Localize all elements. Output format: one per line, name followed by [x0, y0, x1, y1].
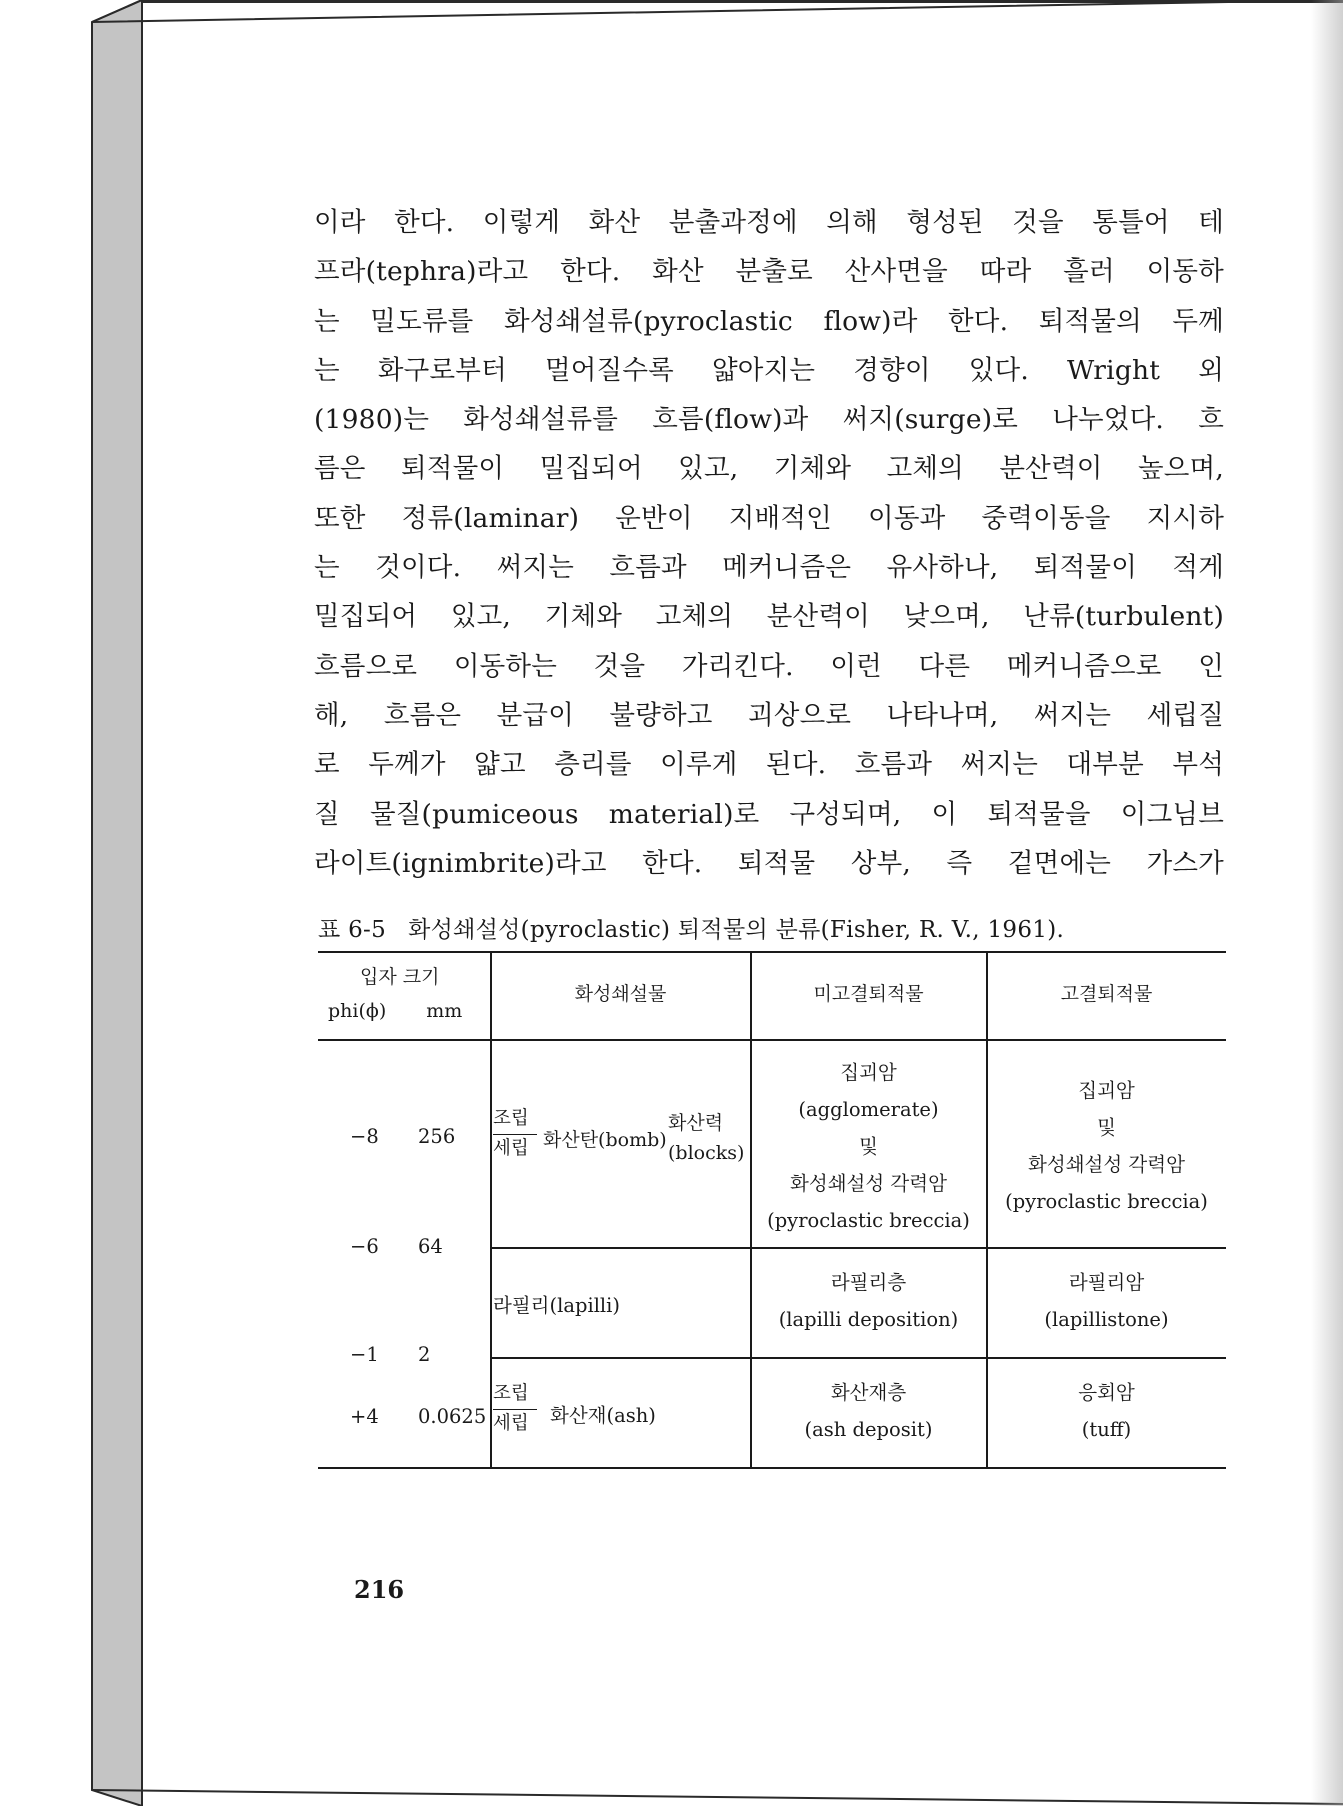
header-size: [318, 960, 490, 1028]
header-consolidated-label: 고결퇴적물: [1060, 983, 1153, 1005]
cell-line: 화산재층: [830, 1381, 907, 1404]
cell-line: 화성쇄설성 각력암: [1028, 1153, 1185, 1176]
row-divider: [491, 1357, 1226, 1359]
row-divider: [491, 1247, 1226, 1249]
text-line: 라이트(ignimbrite)라고 한다. 퇴적물 상부, 즉 겉면에는 가스가: [314, 847, 1224, 879]
table-caption: [318, 911, 1228, 944]
mm-value: 2: [418, 1343, 431, 1366]
table-bottom-rule: [318, 1467, 1226, 1469]
text-line: 프라(tephra)라고 한다. 화산 분출로 산사면을 따라 흘러 이동하: [314, 256, 1224, 288]
body-paragraph: [314, 198, 1224, 888]
table-number: 표 6-5: [318, 917, 387, 943]
clast-blocks-en: (blocks): [668, 1142, 745, 1164]
header-pyroclast-label: 화성쇄설물: [574, 983, 667, 1005]
cell-line: (ash deposit): [804, 1418, 933, 1441]
table-top-rule: [318, 951, 1226, 953]
cell-line: (lapillistone): [1044, 1308, 1169, 1331]
text-line: 또한 정류(laminar) 운반이 지배적인 이동과 중력이동을 지시하: [314, 502, 1224, 534]
cell-line: 집괴암: [840, 1061, 897, 1084]
cell-line: 집괴암: [1078, 1079, 1135, 1102]
fine-label: 세립: [493, 1413, 529, 1434]
header-size-label: 입자 크기: [360, 966, 440, 988]
cell-line: 및: [1097, 1116, 1116, 1139]
grain-fraction: [493, 1382, 537, 1436]
cell-line: 라필리암: [1068, 1271, 1145, 1294]
clast-ash: 화산재(ash): [550, 1404, 656, 1427]
header-bottom-rule: [318, 1039, 1226, 1041]
mm-value: 0.0625: [418, 1405, 487, 1428]
text-line: (1980)는 화성쇄설류를 흐름(flow)과 써지(surge)로 나누었다. 흐: [314, 404, 1224, 436]
unconsolidated-row3: [751, 1374, 986, 1448]
header-pyroclast: [491, 976, 750, 1013]
clast-bomb: 화산탄(bomb): [543, 1129, 667, 1151]
text-line: 질 물질(pumiceous material)로 구성되며, 이 퇴적물을 이그님브: [314, 798, 1224, 830]
header-unconsolidated-label: 미고결퇴적물: [813, 983, 924, 1005]
cell-line: 및: [859, 1135, 878, 1158]
phi-value: −8: [350, 1125, 379, 1148]
cell-line: (pyroclastic breccia): [767, 1209, 970, 1232]
text-line: 로 두께가 얇고 층리를 이루게 된다. 흐름과 써지는 대부분 부석: [314, 749, 1224, 781]
text-line: 밀집되어 있고, 기체와 고체의 분산력이 낮으며, 난류(turbulent): [314, 601, 1224, 633]
cell-line: (tuff): [1081, 1418, 1132, 1441]
classification-table: [318, 950, 1226, 1470]
phi-value: −1: [350, 1343, 379, 1366]
clast-blocks: [668, 1108, 744, 1168]
cell-line: 라필리층: [830, 1271, 907, 1294]
page-number: 216: [354, 1575, 405, 1604]
text-line: 해, 흐름은 분급이 불량하고 괴상으로 나타나며, 써지는 세립질: [314, 699, 1224, 731]
header-size-units: [318, 994, 490, 1028]
phi-value: −6: [350, 1235, 379, 1258]
fine-label: 세립: [493, 1138, 529, 1159]
header-consolidated: [987, 976, 1226, 1013]
text-line: 는 것이다. 써지는 흐름과 메커니즘은 유사하나, 퇴적물이 적게: [314, 552, 1224, 584]
clast-lapilli: 라필리(lapilli): [493, 1294, 621, 1317]
fraction-bar: [493, 1134, 537, 1135]
cell-line: (lapilli deposition): [778, 1308, 959, 1331]
header-mm: mm: [426, 1000, 463, 1022]
cell-line: 응회암: [1078, 1381, 1135, 1404]
text-line: 는 밀도류를 화성쇄설류(pyroclastic flow)라 한다. 퇴적물의 두께: [314, 305, 1224, 337]
column-divider: [490, 952, 492, 1468]
mm-value: 64: [418, 1235, 443, 1258]
cell-line: (pyroclastic breccia): [1005, 1190, 1208, 1213]
consolidated-row3: [987, 1374, 1226, 1448]
header-phi: phi(ϕ): [328, 1000, 387, 1022]
consolidated-row1: [987, 1072, 1226, 1220]
clast-blocks-kr: 화산력: [668, 1112, 724, 1134]
fraction-bar: [493, 1409, 537, 1410]
text-line: 이라 한다. 이렇게 화산 분출과정에 의해 형성된 것을 통틀어 테: [314, 207, 1224, 238]
table-title: 화성쇄설성(pyroclastic) 퇴적물의 분류(Fisher, R. V., 1961).: [408, 917, 1065, 943]
coarse-label: 조립: [493, 1383, 529, 1404]
page-shadow: [1311, 0, 1343, 1806]
header-unconsolidated: [751, 976, 986, 1013]
mm-value: 256: [418, 1125, 456, 1148]
consolidated-row2: [987, 1264, 1226, 1338]
coarse-label: 조립: [493, 1108, 529, 1129]
unconsolidated-row1: [751, 1054, 986, 1239]
phi-value: +4: [350, 1405, 379, 1428]
cell-line: 화성쇄설성 각력암: [790, 1172, 947, 1195]
text-line: 흐름으로 이동하는 것을 가리킨다. 이런 다른 메커니즘으로 인: [314, 650, 1224, 682]
cell-line: (agglomerate): [798, 1098, 939, 1121]
grain-fraction: [493, 1107, 537, 1161]
text-line: 름은 퇴적물이 밀집되어 있고, 기체와 고체의 분산력이 높으며,: [314, 453, 1224, 485]
unconsolidated-row2: [751, 1264, 986, 1338]
text-line: 는 화구로부터 멀어질수록 얇아지는 경향이 있다. Wright 외: [314, 354, 1224, 386]
